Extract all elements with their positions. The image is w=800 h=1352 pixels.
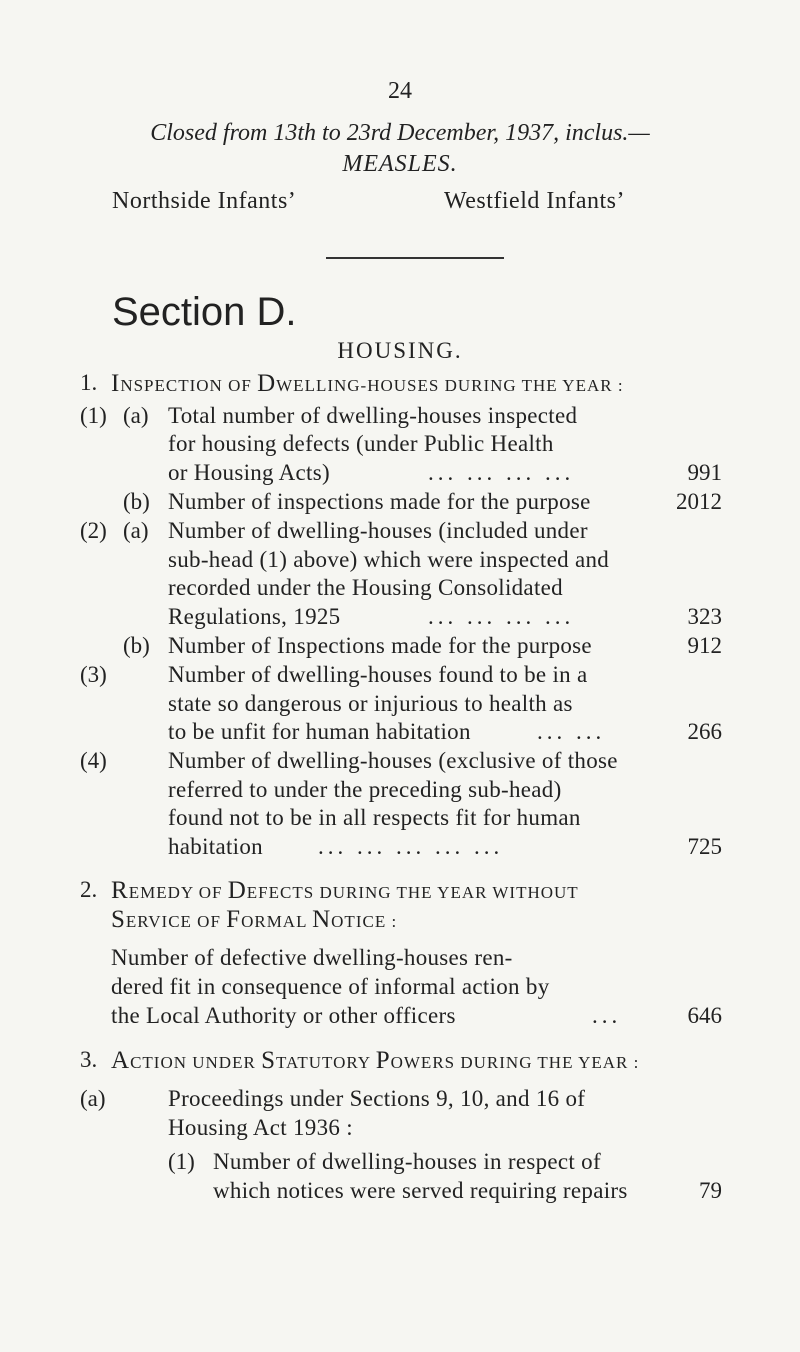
section-title: Section D. [112, 290, 297, 334]
text-line: sub-head (1) above) which were inspected and [168, 547, 610, 572]
value-323: 323 [687, 604, 722, 629]
text-line: the Local Authority or other officers [111, 1003, 456, 1028]
text-line: Number of dwelling-houses found to be in a [168, 662, 588, 687]
item-label: (a) [80, 1086, 106, 1111]
text-line: Proceedings under Sections 9, 10, and 16 of [168, 1086, 586, 1111]
housing-title: HOUSING. [337, 338, 463, 363]
leader-dots: ... ... ... ... [428, 604, 575, 629]
leader-dots: ... [592, 1003, 622, 1028]
item-label: (4) [80, 748, 107, 773]
heading-inspection: INSPECTION OF DWELLING-HOUSES DURING THE YEAR : [111, 370, 624, 397]
page-number: 24 [388, 78, 412, 104]
text-line: Number of inspections made for the purpose [168, 489, 591, 514]
text-line: found not to be in all respects fit for human [168, 805, 581, 830]
text-line: Number of dwelling-houses in respect of [213, 1149, 601, 1174]
text-line: referred to under the preceding sub-head) [168, 777, 562, 802]
item-number-1: 1. [80, 370, 98, 395]
text-line: Number of Inspections made for the purpose [168, 633, 592, 658]
value-991: 991 [687, 460, 722, 485]
text-line: Number of dwelling-houses (exclusive of those [168, 748, 618, 773]
leader-dots: ... ... ... ... ... [318, 834, 504, 859]
text-line: to be unfit for human habitation [168, 719, 471, 744]
heading-remedy: REMEDY OF DEFECTS DURING THE YEAR WITHOUT [111, 877, 579, 904]
sub-label: (a) [123, 403, 149, 428]
heading-action: ACTION UNDER STATUTORY POWERS DURING THE YEAR : [111, 1047, 640, 1074]
closed-line: Closed from 13th to 23rd December, 1937, inclus.— [150, 120, 650, 146]
westfield-infants: Westfield Infants’ [444, 188, 626, 214]
leader-dots: ... ... ... ... [428, 460, 575, 485]
value-79: 79 [699, 1178, 722, 1203]
measles-title: MEASLES. [342, 151, 458, 177]
text-line: habitation [168, 834, 263, 859]
value-266: 266 [687, 719, 722, 744]
text-line: Number of defective dwelling-houses ren- [111, 945, 513, 970]
text-line: dered fit in consequence of informal action by [111, 974, 550, 999]
text-line: Regulations, 1925 [168, 604, 341, 629]
item-number-3: 3. [80, 1047, 98, 1072]
leader-dots: ... ... [537, 719, 606, 744]
text-line: Total number of dwelling-houses inspected [168, 403, 578, 428]
text-line: Housing Act 1936 : [168, 1115, 353, 1140]
sub-label: (b) [123, 489, 150, 514]
item-label: (3) [80, 662, 107, 687]
text-line: for housing defects (under Public Health [168, 431, 554, 456]
item-label: (1) [168, 1149, 195, 1174]
text-line: state so dangerous or injurious to health as [168, 691, 573, 716]
heading-remedy-cont: SERVICE OF FORMAL NOTICE : [111, 906, 398, 933]
value-2012: 2012 [676, 489, 722, 514]
sub-label: (b) [123, 633, 150, 658]
item-label: (1) [80, 403, 107, 428]
sub-label: (a) [123, 518, 149, 543]
value-646: 646 [687, 1003, 722, 1028]
value-725: 725 [687, 834, 722, 859]
divider-rule [326, 257, 504, 259]
value-912: 912 [687, 633, 722, 658]
text-line: Number of dwelling-houses (included under [168, 518, 588, 543]
text-line: recorded under the Housing Consolidated [168, 575, 563, 600]
text-line: or Housing Acts) [168, 460, 330, 485]
item-number-2: 2. [80, 877, 98, 902]
northside-infants: Northside Infants’ [112, 188, 297, 214]
item-label: (2) [80, 518, 107, 543]
text-line: which notices were served requiring repairs [213, 1178, 628, 1203]
